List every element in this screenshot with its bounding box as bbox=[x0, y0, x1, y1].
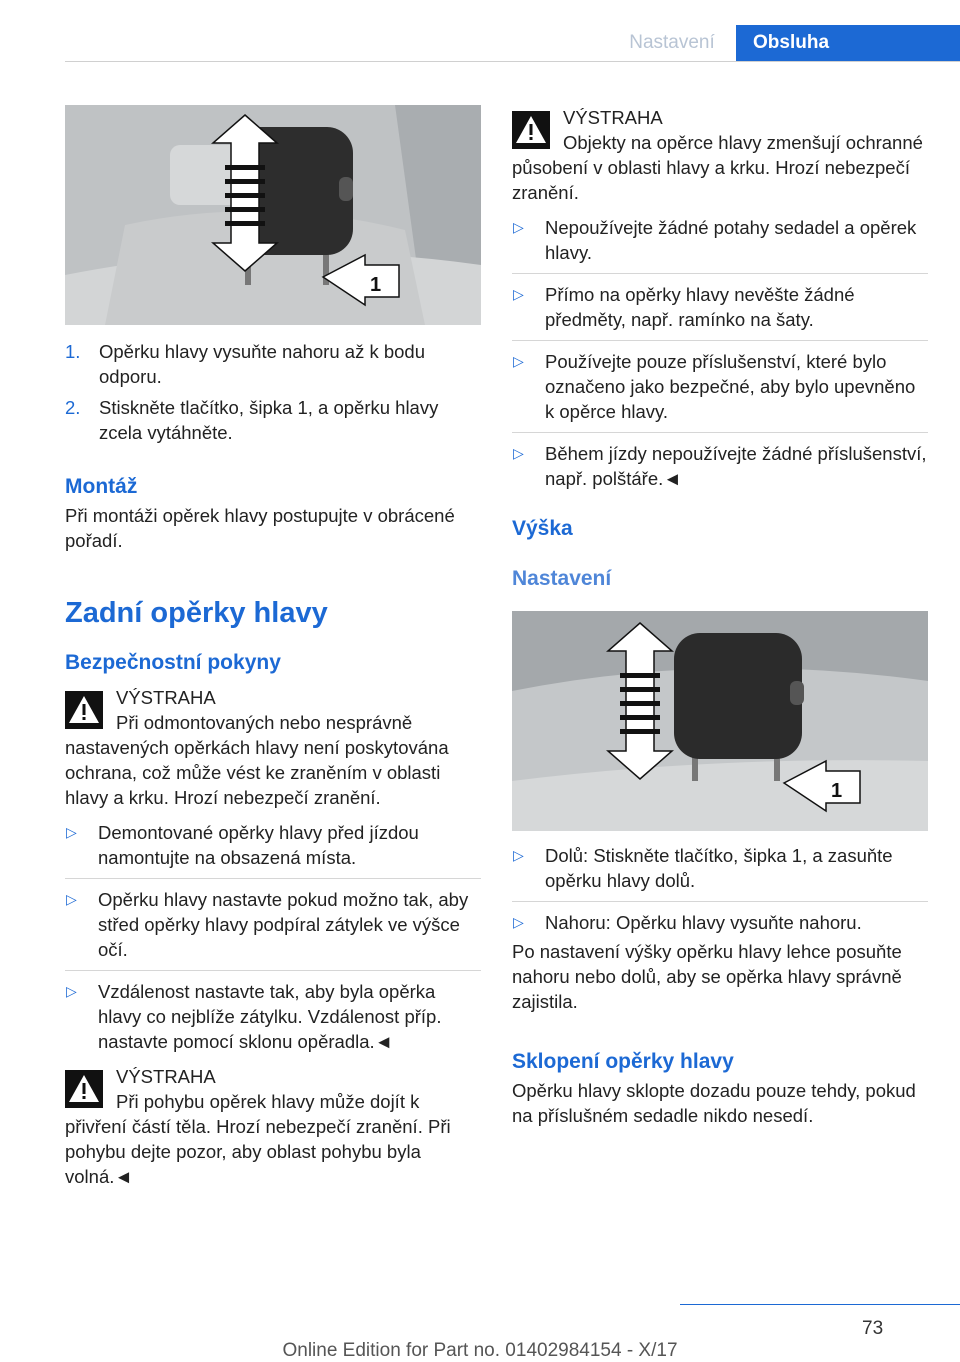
warning-triangle-icon bbox=[65, 691, 103, 729]
warning-label: VÝSTRAHA bbox=[116, 1066, 216, 1087]
header-tab-obsluha[interactable]: Obsluha bbox=[736, 25, 960, 61]
warning-label: VÝSTRAHA bbox=[563, 107, 663, 128]
triangle-bullet-icon: ▷ bbox=[513, 286, 524, 302]
warning-triangle-icon bbox=[65, 1070, 103, 1108]
list-item bbox=[65, 395, 481, 445]
section-title-rear-headrests: Zadní opěrky hlavy bbox=[65, 597, 328, 629]
warning3-list bbox=[512, 215, 928, 491]
warning-triangle-icon bbox=[512, 111, 550, 149]
triangle-bullet-icon: ▷ bbox=[513, 847, 524, 863]
triangle-bullet-icon: ▷ bbox=[66, 824, 77, 840]
warning-block-3 bbox=[512, 105, 928, 205]
triangle-bullet-icon: ▷ bbox=[513, 914, 524, 930]
step-number: 2. bbox=[65, 397, 81, 418]
warning1-list bbox=[65, 820, 481, 1054]
header-divider bbox=[65, 61, 960, 62]
warning-text: Objekty na opěrce hlavy zmenšují ochranné působení v oblasti hlavy a krku. Hrozí nebezpečí zranění. bbox=[512, 132, 923, 203]
rear-headrest-illustration bbox=[512, 611, 928, 831]
warning-block-1 bbox=[65, 685, 481, 810]
removal-steps bbox=[65, 339, 481, 445]
montaz-text: Při montáži opěrek hlavy postupujte v obrácené pořadí. bbox=[65, 505, 455, 551]
list-item-text: Demontované opěrky hlavy před jízdou namontujte na obsazená místa. bbox=[98, 822, 419, 868]
montaz-heading: Montáž bbox=[65, 475, 138, 498]
sklopeni-heading: Sklopení opěrky hlavy bbox=[512, 1050, 734, 1073]
list-item bbox=[512, 910, 928, 935]
list-item bbox=[65, 979, 481, 1054]
list-item bbox=[65, 887, 481, 971]
step-text: Opěrku hlavy vysuňte nahoru až k bodu odporu. bbox=[99, 341, 425, 387]
page-number: 73 bbox=[862, 1318, 884, 1339]
left-column bbox=[65, 105, 481, 1189]
list-item bbox=[512, 441, 928, 491]
list-item-text: Vzdálenost nastavte tak, aby byla opěrka hlavy co nejblíže zátylku. Vzdálenost příp. nastavte pomocí sklonu opěradla.◄ bbox=[98, 981, 442, 1052]
figure-callout-1: 1 bbox=[831, 780, 843, 802]
safety-heading: Bezpečnostní pokyny bbox=[65, 651, 281, 674]
list-item bbox=[512, 843, 928, 902]
edition-footer bbox=[0, 1340, 960, 1362]
list-item-text: Během jízdy nepoužívejte žádné příslušenství, např. polštáře.◄ bbox=[545, 443, 927, 489]
list-item-text: Nahoru: Opěrku hlavy vysuňte nahoru. bbox=[545, 912, 862, 933]
list-item bbox=[65, 339, 481, 389]
footer-divider bbox=[680, 1304, 960, 1305]
step-number: 1. bbox=[65, 341, 81, 362]
right-column bbox=[512, 105, 928, 1128]
vyska-heading: Výška bbox=[512, 517, 573, 540]
list-item bbox=[512, 349, 928, 433]
triangle-bullet-icon: ▷ bbox=[66, 891, 77, 907]
list-item-text: Opěrku hlavy nastavte pokud možno tak, aby střed opěrky hlavy podpíral zátylek ve výšce očí. bbox=[98, 889, 469, 960]
adjust-text: Po nastavení výšky opěrku hlavy lehce posuňte nahoru nebo dolů, aby se opěrka hlavy správně zajistila. bbox=[512, 941, 902, 1012]
list-item bbox=[65, 820, 481, 879]
warning-text: Při pohybu opěrek hlavy může dojít k přivření částí těla. Hrozí nebezpečí zranění. Při pohybu dejte pozor, aby oblast pohybu byla volná.◄ bbox=[65, 1091, 451, 1187]
list-item bbox=[512, 215, 928, 274]
header-tab-nastaveni[interactable]: Nastavení bbox=[629, 32, 715, 53]
headrest-illustration bbox=[65, 105, 481, 325]
list-item-text: Nepoužívejte žádné potahy sedadel a opěrek hlavy. bbox=[545, 217, 917, 263]
edition-text: Online Edition for Part no. 01402984154 - X/17 bbox=[282, 1340, 678, 1361]
warning-text: Při odmontovaných nebo nesprávně nastavených opěrkách hlavy není poskytována ochrana, což může vést ke zraněním v oblasti hlavy a krku. Hrozí nebezpečí zranění. bbox=[65, 712, 449, 808]
list-item-text: Používejte pouze příslušenství, které bylo označeno jako bezpečné, aby bylo upevněno k opěrce hlavy. bbox=[545, 351, 916, 422]
headrest-figure-rear bbox=[512, 611, 928, 831]
figure-callout-1: 1 bbox=[370, 274, 382, 296]
list-item-text: Dolů: Stiskněte tlačítko, šipka 1, a zasuňte opěrku hlavy dolů. bbox=[545, 845, 893, 891]
triangle-bullet-icon: ▷ bbox=[66, 983, 77, 999]
triangle-bullet-icon: ▷ bbox=[513, 353, 524, 369]
list-item-text: Přímo na opěrky hlavy nevěšte žádné předměty, např. ramínko na šaty. bbox=[545, 284, 855, 330]
adjust-list bbox=[512, 843, 928, 935]
warning-block-2 bbox=[65, 1064, 481, 1189]
headrest-figure-front bbox=[65, 105, 481, 325]
triangle-bullet-icon: ▷ bbox=[513, 219, 524, 235]
triangle-bullet-icon: ▷ bbox=[513, 445, 524, 461]
nastaveni-heading: Nastavení bbox=[512, 567, 612, 590]
step-text: Stiskněte tlačítko, šipka 1, a opěrku hlavy zcela vytáhněte. bbox=[99, 397, 439, 443]
warning-label: VÝSTRAHA bbox=[116, 687, 216, 708]
sklopeni-text: Opěrku hlavy sklopte dozadu pouze tehdy, pokud na příslušném sedadle nikdo nesedí. bbox=[512, 1080, 916, 1126]
list-item bbox=[512, 282, 928, 341]
